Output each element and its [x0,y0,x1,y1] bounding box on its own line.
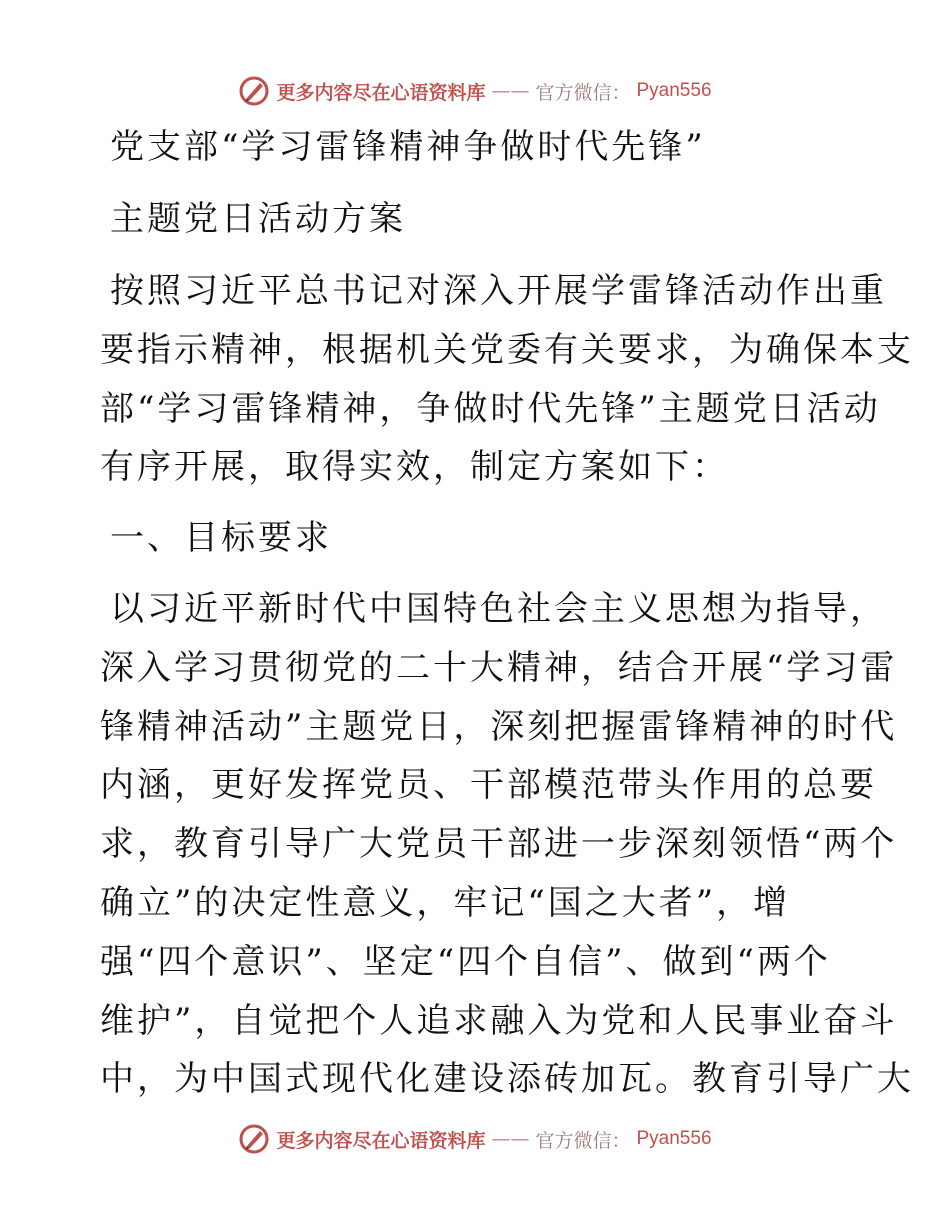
watermark-wechat-label: 官方微信： [535,81,631,104]
section-1-line-9: 中，为中国式现代化建设添砖加瓦。教育引导广大 [100,1059,914,1100]
watermark-wechat-id: Pyan556 [636,80,712,101]
intro-line-3: 部“学习雷锋精神，争做时代先锋”主题党日活动 [100,388,881,429]
document-title-line-1: 党支部“学习雷锋精神争做时代先锋” [110,127,706,167]
section-1-line-3: 锋精神活动”主题党日，深刻把握雷锋精神的时代 [100,706,898,747]
section-1-line-7: 强“四个意识”、坚定“四个自信”、做到“两个 [100,941,831,982]
watermark-site-text: 更多内容尽在心语资料库 [276,81,486,104]
pen-logo-icon [238,75,270,107]
section-1-line-2: 深入学习贯彻党的二十大精神，结合开展“学习雷 [100,647,898,688]
section-1-line-5: 求，教育引导广大党员干部进一步深刻领悟“两个 [100,824,898,865]
footer-watermark [0,1122,950,1156]
section-1-line-6: 确立”的决定性意义，牢记“国之大者”，增 [100,882,791,923]
intro-line-2: 要指示精神，根据机关党委有关要求，为确保本支 [100,329,914,370]
document-title-line-2: 主题党日活动方案 [110,199,406,239]
watermark-dash: —— [491,80,530,102]
intro-line-1: 按照习近平总书记对深入开展学雷锋活动作出重 [110,271,887,311]
watermark-site-text: 更多内容尽在心语资料库 [276,1129,486,1152]
section-1-line-8: 维护”，自觉把个人追求融入为党和人民事业奋斗 [100,1000,898,1041]
section-1-line-1: 以习近平新时代中国特色社会主义思想为指导， [110,588,887,629]
document-body [100,118,914,1109]
intro-line-4: 有序开展，取得实效，制定方案如下： [100,447,729,488]
watermark-dash: —— [491,1128,530,1150]
section-1-line-4: 内涵，更好发挥党员、干部模范带头作用的总要 [100,765,877,806]
watermark-wechat-label: 官方微信： [535,1129,631,1152]
pen-logo-icon [238,1123,270,1155]
header-watermark [0,74,950,108]
section-1-heading: 一、目标要求 [110,518,332,559]
watermark-wechat-id: Pyan556 [636,1128,712,1149]
